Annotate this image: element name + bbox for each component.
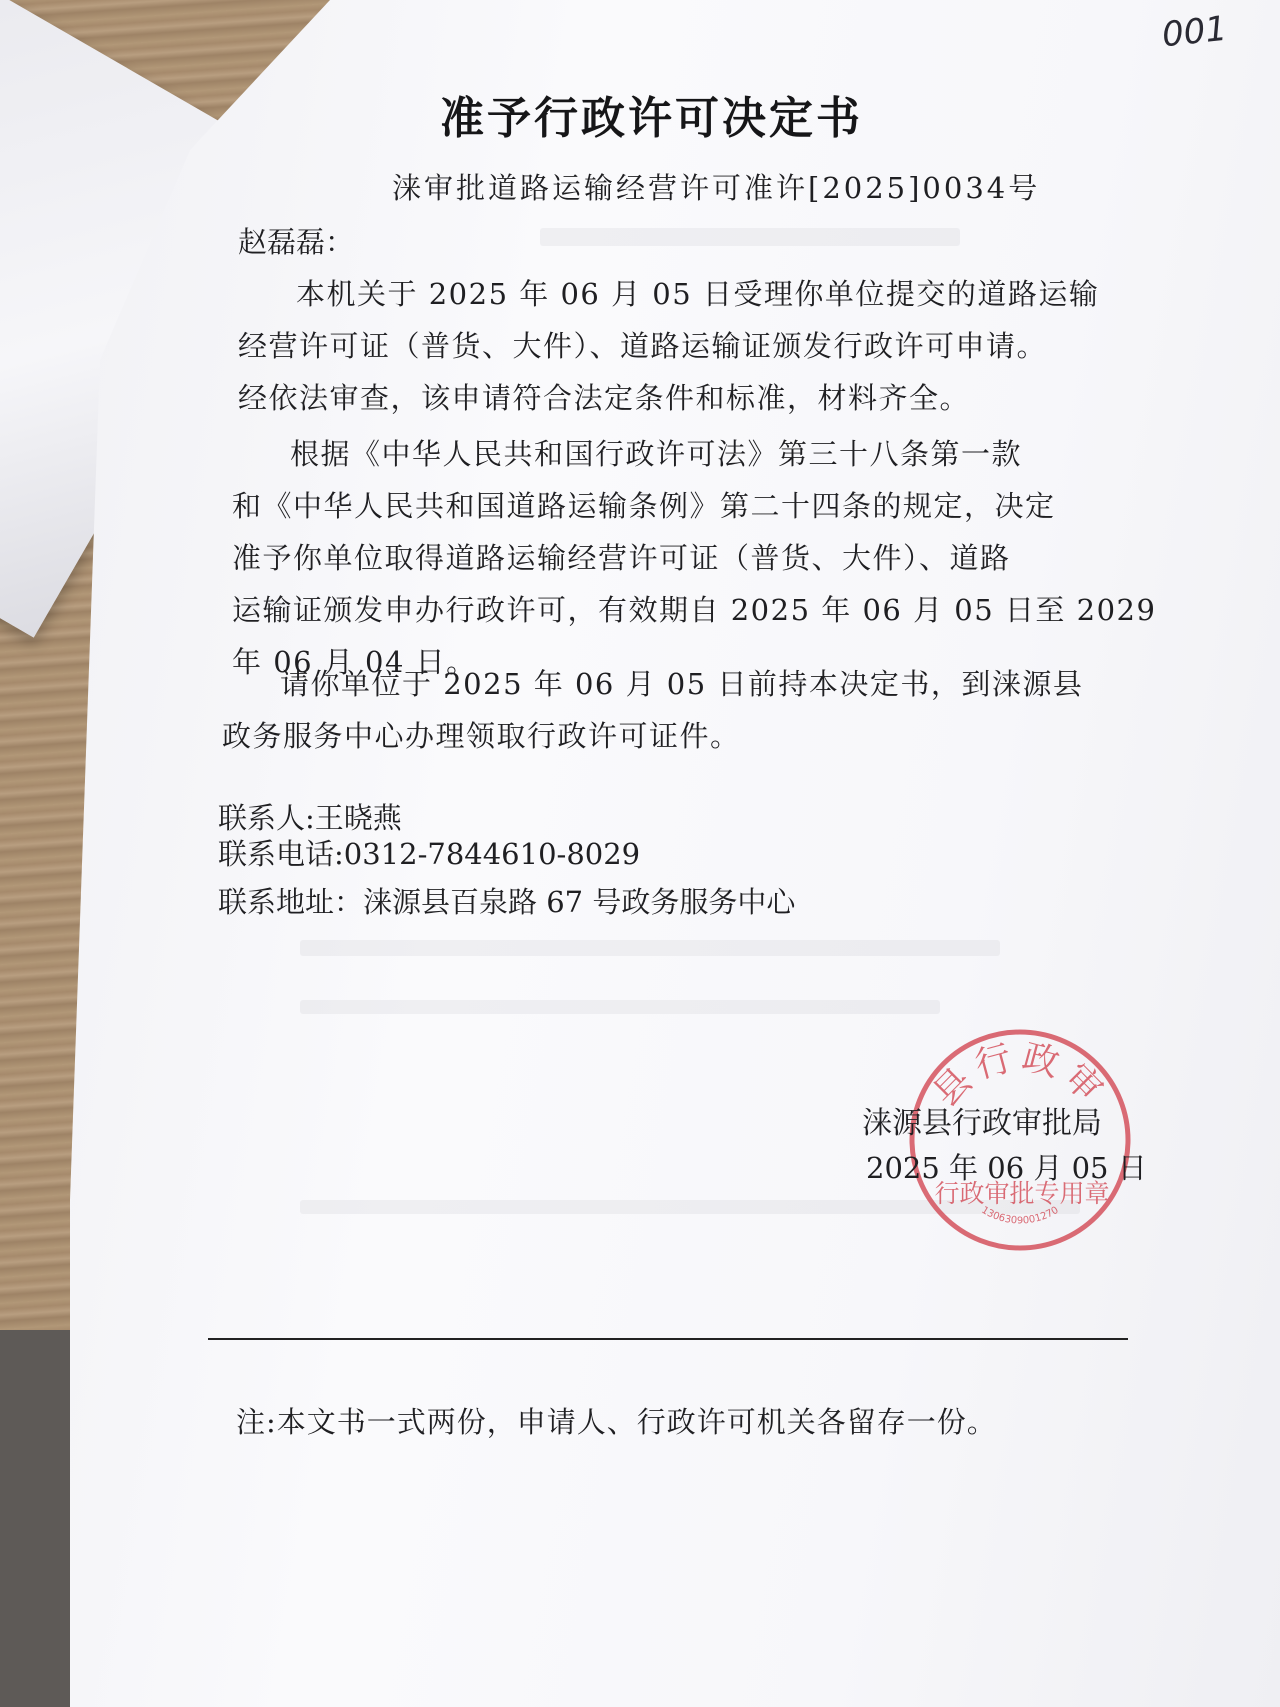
paragraph-line: 根据《中华人民共和国行政许可法》第三十八条第一款 (290, 437, 1023, 471)
paragraph-line: 经营许可证（普货、大件）、道路运输证颁发行政许可申请。 (238, 329, 1048, 363)
paragraph-line: 本机关于 2025 年 06 月 05 日受理你单位提交的道路运输 (296, 277, 1100, 311)
paragraph-line: 请你单位于 2025 年 06 月 05 日前持本决定书，到涞源县 (280, 667, 1084, 701)
footer-note: 注:本文书一式两份，申请人、行政许可机关各留存一份。 (236, 1405, 997, 1439)
show-through-text (540, 228, 960, 246)
contact-address: 联系地址：涞源县百泉路 67 号政务服务中心 (218, 885, 796, 919)
paragraph-line: 准予你单位取得道路运输经营许可证（普货、大件）、道路 (232, 541, 1011, 575)
seal-top-text: 县行政审 (925, 1036, 1115, 1115)
paragraph-line: 和《中华人民共和国道路运输条例》第二十四条的规定，决定 (232, 489, 1056, 523)
issuing-authority: 涞源县行政审批局 (862, 1106, 1102, 1141)
contact-person: 联系人:王晓燕 (218, 801, 402, 835)
body-paragraph-1 (238, 268, 1118, 424)
footer-divider (208, 1338, 1128, 1340)
seal-bottom-text: 行政审批专用章 (934, 1179, 1110, 1208)
document-number: 涞审批道路运输经营许可准许[2025]0034号 (392, 171, 1041, 205)
show-through-text (300, 940, 1000, 956)
addressee: 赵磊磊： (238, 225, 355, 259)
paragraph-line: 政务服务中心办理领取行政许可证件。 (222, 719, 741, 753)
handwritten-page-mark: 001 (1160, 8, 1229, 56)
show-through-text (300, 1000, 940, 1014)
body-paragraph-3 (222, 658, 1102, 762)
floor-corner (0, 1330, 80, 1707)
seal-serial-number: 1306309001270 (979, 1204, 1061, 1227)
document-title: 准予行政许可决定书 (440, 93, 863, 144)
paragraph-line: 年 06 月 04 日。 (232, 645, 477, 679)
paragraph-line: 运输证颁发申办行政许可，有效期自 2025 年 06 月 05 日至 2029 (232, 593, 1157, 627)
issue-date: 2025 年 06 月 05 日 (866, 1151, 1147, 1185)
contact-phone: 联系电话:0312-7844610-8029 (218, 837, 641, 871)
paragraph-line: 经依法审查，该申请符合法定条件和标准，材料齐全。 (238, 381, 971, 415)
body-paragraph-2 (232, 428, 1157, 688)
